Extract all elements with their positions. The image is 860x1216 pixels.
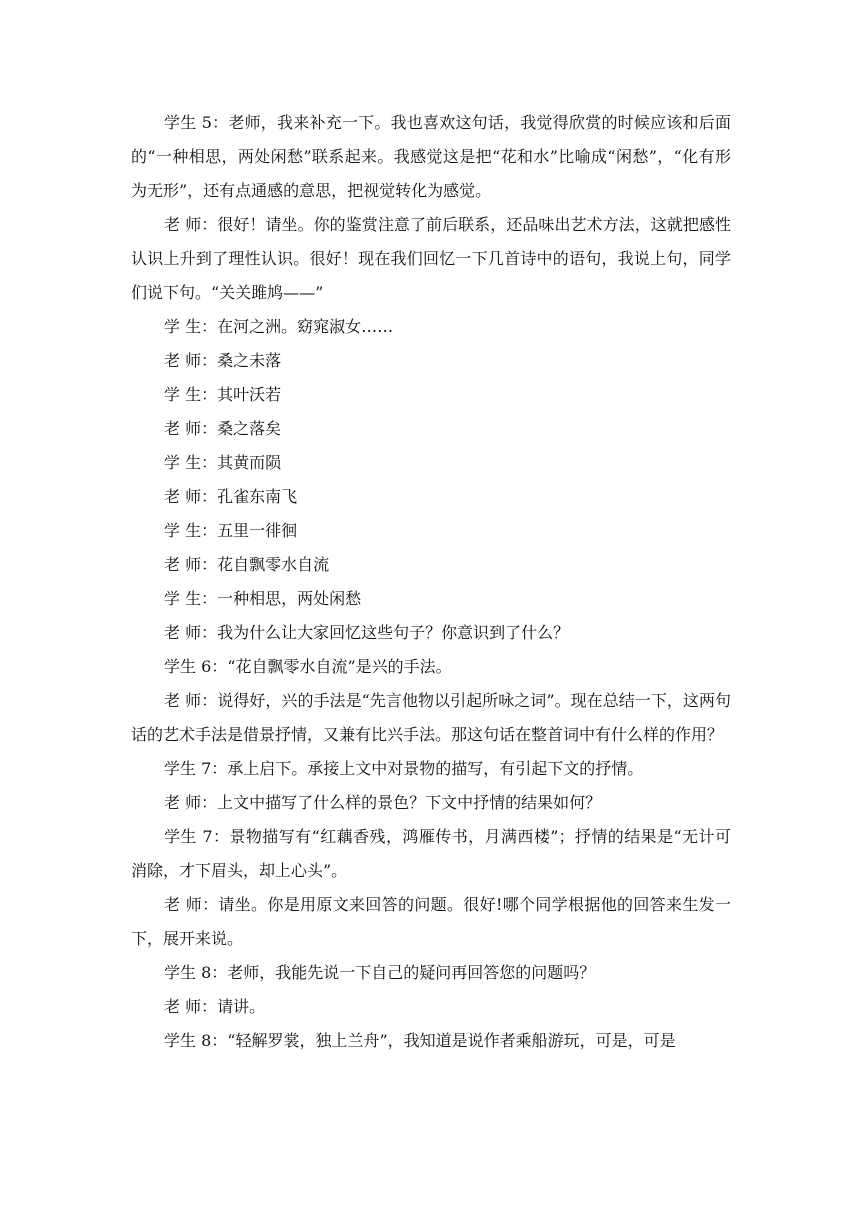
paragraph-student-recite-3: 学 生：其黄而陨 (164, 453, 282, 472)
paragraph-teacher-recite-4: 老 师：花自飘零水自流 (164, 555, 330, 574)
paragraph-teacher-followup: 老 师：上文中描写了什么样的景色？下文中抒情的结果如何？ (164, 793, 602, 812)
paragraph-teacher-summary: 老 师：说得好，兴的手法是“先言他物以引起所咏之词”。现在总结一下，这两句话的艺术手法是借景抒情，又兼有比兴手法。那这句话在整首词中有什么样的作用？ (131, 691, 731, 744)
paragraph-student7-answer: 学生 7：承上启下。承接上文中对景物的描写，有引起下文的抒情。 (164, 759, 644, 778)
paragraph-teacher-recite-2: 老 师：桑之落矣 (164, 419, 282, 438)
paragraph-student7-detail: 学生 7：景物描写有“红藕香残，鸿雁传书，月满西楼”；抒情的结果是“无计可消除，才下眉头，却上心头”。 (131, 827, 731, 880)
paragraph-teacher-praise: 老 师：很好！请坐。你的鉴赏注意了前后联系，还品味出艺术方法，这就把感性认识上升到了理性认识。很好！现在我们回忆一下几首诗中的语句，我说上句，同学们说下句。“关关雎鸠——” (131, 215, 731, 302)
paragraph-student5: 学生 5：老师，我来补充一下。我也喜欢这句话，我觉得欣赏的时候应该和后面的“一种相思，两处闲愁”联系起来。我感觉这是把“花和水”比喻成“闲愁”，“化有形为无形”，还有点通感的意思，把视觉转化为感觉。 (131, 113, 731, 200)
paragraph-teacher-permit: 老 师：请讲。 (164, 997, 266, 1016)
paragraph-teacher-recite-1: 老 师：桑之未落 (164, 351, 282, 370)
paragraph-teacher-invite: 老 师：请坐。你是用原文来回答的问题。很好!哪个同学根据他的回答来生发一下，展开来说。 (131, 895, 731, 948)
paragraph-student8-question: 学生 8：“轻解罗裳，独上兰舟”，我知道是说作者乘船游玩，可是，可是 (164, 1031, 676, 1050)
paragraph-student-recite-5: 学 生：一种相思，两处闲愁 (164, 589, 362, 608)
paragraph-student-recite-1: 学 生：在河之洲。窈窕淑女…… (164, 317, 394, 336)
paragraph-teacher-recite-3: 老 师：孔雀东南飞 (164, 487, 298, 506)
paragraph-student8-request: 学生 8：老师，我能先说一下自己的疑问再回答您的问题吗？ (164, 963, 596, 982)
paragraph-student-recite-2: 学 生：其叶沃若 (164, 385, 282, 404)
paragraph-teacher-question: 老 师：我为什么让大家回忆这些句子？你意识到了什么？ (164, 623, 570, 642)
paragraph-student6: 学生 6：“花自飘零水自流”是兴的手法。 (164, 657, 452, 676)
paragraph-student-recite-4: 学 生：五里一徘徊 (164, 521, 298, 540)
dialogue-transcript (131, 106, 731, 1058)
